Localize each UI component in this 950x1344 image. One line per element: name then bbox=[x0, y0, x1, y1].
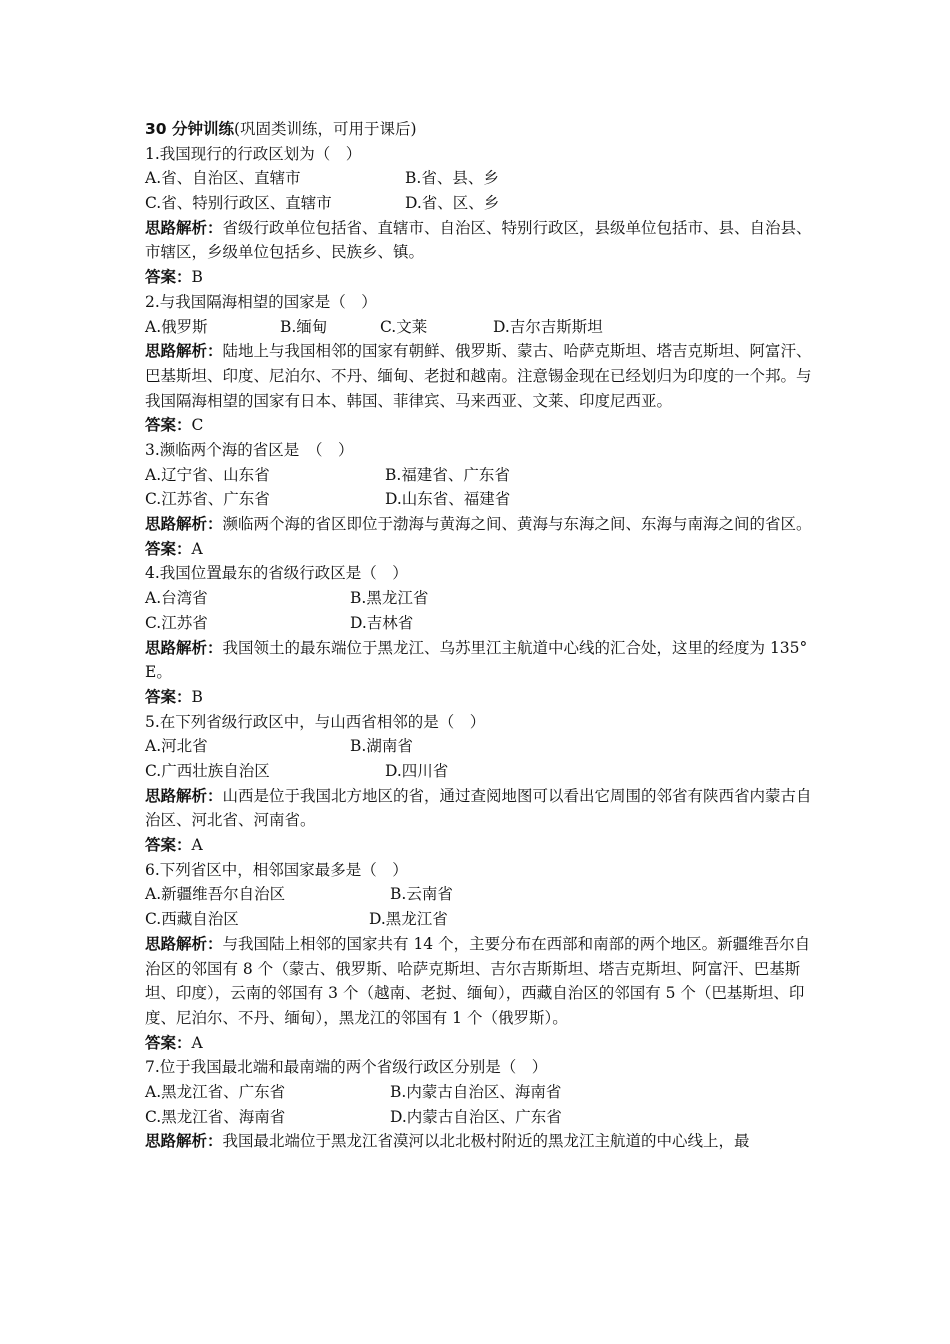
answer-value: C bbox=[191, 416, 204, 435]
question-stem: 3.濒临两个海的省区是 （ ） bbox=[145, 441, 354, 460]
analysis-block bbox=[145, 1129, 815, 1154]
answer-value: A bbox=[191, 539, 203, 558]
option-a: A.台湾省 bbox=[145, 589, 208, 608]
answer-value: A bbox=[191, 1033, 203, 1052]
option-a: A.新疆维吾尔自治区 bbox=[145, 885, 286, 904]
option-d: D.山东省、福建省 bbox=[385, 490, 511, 509]
question-stem: 5.在下列省级行政区中，与山西省相邻的是（ ） bbox=[145, 712, 486, 731]
options-row bbox=[145, 487, 815, 512]
question-stem: 6.下列省区中，相邻国家最多是（ ） bbox=[145, 860, 408, 879]
question-stem: 7.位于我国最北端和最南端的两个省级行政区分别是（ ） bbox=[145, 1058, 548, 1077]
answer-value: B bbox=[191, 687, 203, 706]
option-c: C.文莱 bbox=[380, 317, 428, 336]
answer-value: B bbox=[191, 268, 203, 287]
analysis-block bbox=[145, 636, 815, 685]
analysis-label: 思路解析： bbox=[145, 638, 223, 657]
option-d: D.吉尔吉斯斯坦 bbox=[493, 317, 603, 336]
answer-line bbox=[145, 833, 815, 858]
analysis-label: 思路解析： bbox=[145, 342, 223, 361]
option-d: D.省、区、乡 bbox=[405, 194, 500, 213]
analysis-block bbox=[145, 216, 815, 265]
option-d: D.内蒙古自治区、广东省 bbox=[390, 1107, 562, 1126]
option-b: B.黑龙江省 bbox=[350, 589, 429, 608]
option-a: A.辽宁省、山东省 bbox=[145, 465, 270, 484]
options-row bbox=[145, 611, 815, 636]
answer-line bbox=[145, 1031, 815, 1056]
option-d: D.四川省 bbox=[385, 762, 449, 780]
options-row bbox=[145, 907, 815, 932]
option-c: C.省、特别行政区、直辖市 bbox=[145, 194, 332, 213]
option-a: A.黑龙江省、广东省 bbox=[145, 1083, 286, 1102]
exercise-page bbox=[145, 117, 815, 1154]
option-b: B.云南省 bbox=[390, 885, 453, 904]
answer-line bbox=[145, 413, 815, 438]
option-a: A.俄罗斯 bbox=[145, 317, 208, 336]
answer-label: 答案： bbox=[145, 687, 192, 706]
option-b: B.省、县、乡 bbox=[405, 169, 499, 188]
analysis-text: 山西是位于我国北方地区的省，通过查阅地图可以看出它周围的邻省有陕西省内蒙古自治区、河北省、河南省。 bbox=[145, 786, 812, 830]
analysis-text: 我国最北端位于黑龙江省漠河以北北极村附近的黑龙江主航道的中心线上，最 bbox=[222, 1132, 750, 1151]
option-c: C.江苏省 bbox=[145, 613, 208, 632]
answer-label: 答案： bbox=[145, 836, 192, 855]
options-row bbox=[145, 1080, 815, 1105]
options-row bbox=[145, 315, 815, 340]
section-header bbox=[145, 117, 815, 142]
analysis-label: 思路解析： bbox=[145, 515, 223, 534]
option-d: D.吉林省 bbox=[350, 613, 414, 632]
answer-label: 答案： bbox=[145, 268, 192, 287]
analysis-text: 与我国陆上相邻的国家共有 14 个，主要分布在西部和南部的两个地区。新疆维吾尔自治区的邻国有 8 个（蒙古、俄罗斯、哈萨克斯坦、吉尔吉斯斯坦、塔吉克斯坦、阿富汗、巴基斯坦、印度），云南的邻国有 3 个（越南、老挝、缅甸），西藏自治区的邻国有 5 个（巴基斯坦、印度、尼泊尔、不丹、缅甸），黑龙江的邻国有 1 个（俄罗斯）。 bbox=[145, 934, 811, 1027]
analysis-block bbox=[145, 932, 815, 1031]
options-row bbox=[145, 586, 815, 611]
answer-line bbox=[145, 685, 815, 710]
option-b: B.内蒙古自治区、海南省 bbox=[390, 1083, 562, 1102]
option-b: B.缅甸 bbox=[280, 317, 328, 336]
answer-line bbox=[145, 265, 815, 290]
option-c: C.江苏省、广东省 bbox=[145, 490, 270, 509]
analysis-block bbox=[145, 512, 815, 537]
options-row bbox=[145, 1105, 815, 1130]
options-row bbox=[145, 191, 815, 216]
answer-label: 答案： bbox=[145, 1033, 192, 1052]
options-row bbox=[145, 882, 815, 907]
answer-line bbox=[145, 537, 815, 562]
analysis-text: 省级行政单位包括省、直辖市、自治区、特别行政区，县级单位包括市、县、自治县、市辖区，乡级单位包括乡、民族乡、镇。 bbox=[145, 218, 812, 262]
analysis-label: 思路解析： bbox=[145, 786, 223, 805]
analysis-label: 思路解析： bbox=[145, 934, 223, 953]
answer-label: 答案： bbox=[145, 539, 192, 558]
answer-label: 答案： bbox=[145, 416, 192, 435]
question-stem: 4.我国位置最东的省级行政区是（ ） bbox=[145, 564, 408, 583]
option-b: B.福建省、广东省 bbox=[385, 465, 510, 484]
options-row bbox=[145, 734, 815, 759]
question-stem: 1.我国现行的行政区划为（ ） bbox=[145, 144, 362, 163]
option-c: C.西藏自治区 bbox=[145, 910, 239, 929]
options-row bbox=[145, 759, 815, 784]
options-row bbox=[145, 166, 815, 191]
analysis-text: 濒临两个海的省区即位于渤海与黄海之间、黄海与东海之间、东海与南海之间的省区。 bbox=[222, 515, 812, 534]
option-b: B.湖南省 bbox=[350, 737, 413, 756]
analysis-block bbox=[145, 339, 815, 413]
analysis-text: 我国领土的最东端位于黑龙江、乌苏里江主航道中心线的汇合处，这里的经度为 135° E。 bbox=[145, 638, 808, 682]
option-c: C.黑龙江省、海南省 bbox=[145, 1107, 286, 1126]
options-row bbox=[145, 463, 815, 488]
option-d: D.黑龙江省 bbox=[369, 910, 448, 929]
analysis-label: 思路解析： bbox=[145, 1132, 223, 1151]
analysis-label: 思路解析： bbox=[145, 218, 223, 237]
option-c: C.广西壮族自治区 bbox=[145, 762, 270, 780]
question-stem: 2.与我国隔海相望的国家是（ ） bbox=[145, 292, 377, 311]
analysis-text: 陆地上与我国相邻的国家有朝鲜、俄罗斯、蒙古、哈萨克斯坦、塔吉克斯坦、阿富汗、巴基斯坦、印度、尼泊尔、不丹、缅甸、老挝和越南。注意锡金现在已经划归为印度的一个邦。与我国隔海相望的国家有日本、韩国、菲律宾、马来西亚、文莱、印度尼西亚。 bbox=[145, 342, 812, 410]
answer-value: A bbox=[191, 836, 203, 855]
section-title: 30 分钟训练 bbox=[145, 120, 234, 138]
option-a: A.河北省 bbox=[145, 737, 208, 756]
option-a: A.省、自治区、直辖市 bbox=[145, 169, 301, 188]
analysis-block bbox=[145, 784, 815, 833]
section-subtitle: (巩固类训练，可用于课后) bbox=[233, 120, 417, 138]
